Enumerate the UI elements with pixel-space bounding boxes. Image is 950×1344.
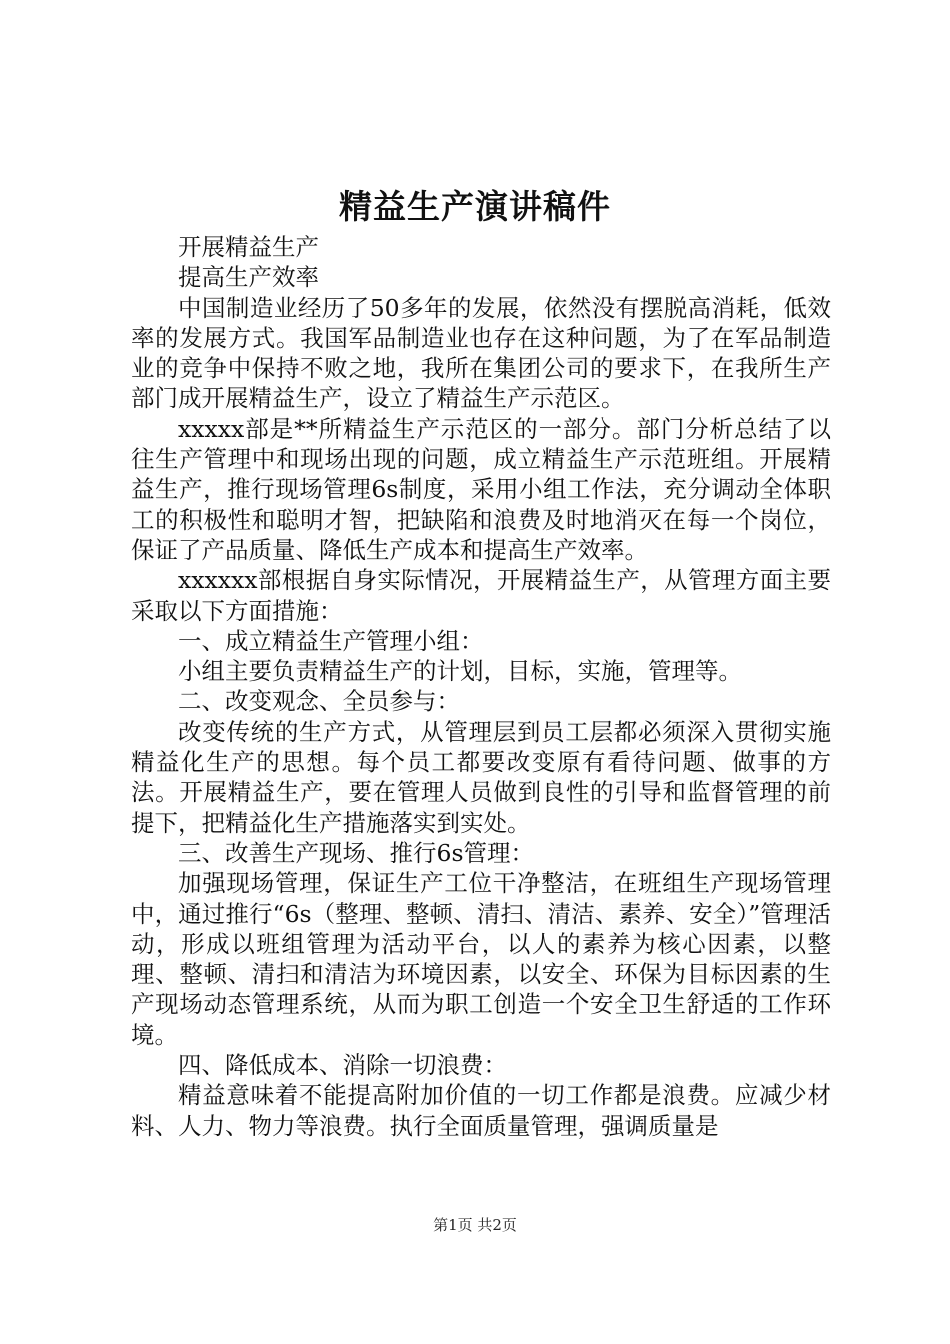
section-heading: 四、降低成本、消除一切浪费： [178,1051,507,1080]
section-heading: 三、改善生产现场、推行6s管理： [178,838,535,867]
paragraph: 改变传统的生产方式，从管理层到员工层都必须深入贯彻实施精益化生产的思想。每个员工都要改变原有看待问题、做事的方法。开展精益生产，要在管理人员做到良性的引导和监督管理的前提下，把精益化生产措施落实到实处。 [131,717,831,837]
paragraph: 提高生产效率 [178,263,319,292]
section-heading: 二、改变观念、全员参与： [178,687,460,716]
paragraph: 精益意味着不能提高附加价值的一切工作都是浪费。应减少材料、人力、物力等浪费。执行全面质量管理，强调质量是 [131,1081,831,1140]
document-title: 精益生产演讲稿件 [339,187,611,226]
paragraph: 小组主要负责精益生产的计划，目标，实施，管理等。 [178,657,742,686]
paragraph: 加强现场管理，保证生产工位干净整洁，在班组生产现场管理中，通过推行“6s（整理、整顿、清扫、清洁、素养、安全）”管理活动，形成以班组管理为活动平台，以人的素养为核心因素，以整理、整顿、清扫和清洁为环境因素，以安全、环保为目标因素的生产现场动态管理系统，从而为职工创造一个安全卫生舒适的工作环境。 [131,869,831,1049]
paragraph: 中国制造业经历了50多年的发展，依然没有摆脱高消耗，低效率的发展方式。我国军品制造业也存在这种问题，为了在军品制造业的竞争中保持不败之地，我所在集团公司的要求下，在我所生产部门成开展精益生产，设立了精益生产示范区。 [131,293,831,413]
page-footer: 第1页 共2页 [433,1216,517,1234]
section-heading: 一、成立精益生产管理小组： [178,626,484,655]
document-body [131,232,831,1141]
paragraph: xxxxx部是**所精益生产示范区的一部分。部门分析总结了以往生产管理中和现场出现的问题，成立精益生产示范班组。开展精益生产，推行现场管理6s制度，采用小组工作法，充分调动全体职工的积极性和聪明才智，把缺陷和浪费及时地消灭在每一个岗位，保证了产品质量、降低生产成本和提高生产效率。 [131,414,831,564]
paragraph: xxxxxx部根据自身实际情况，开展精益生产，从管理方面主要采取以下方面措施： [131,566,831,625]
paragraph: 开展精益生产 [178,233,319,261]
